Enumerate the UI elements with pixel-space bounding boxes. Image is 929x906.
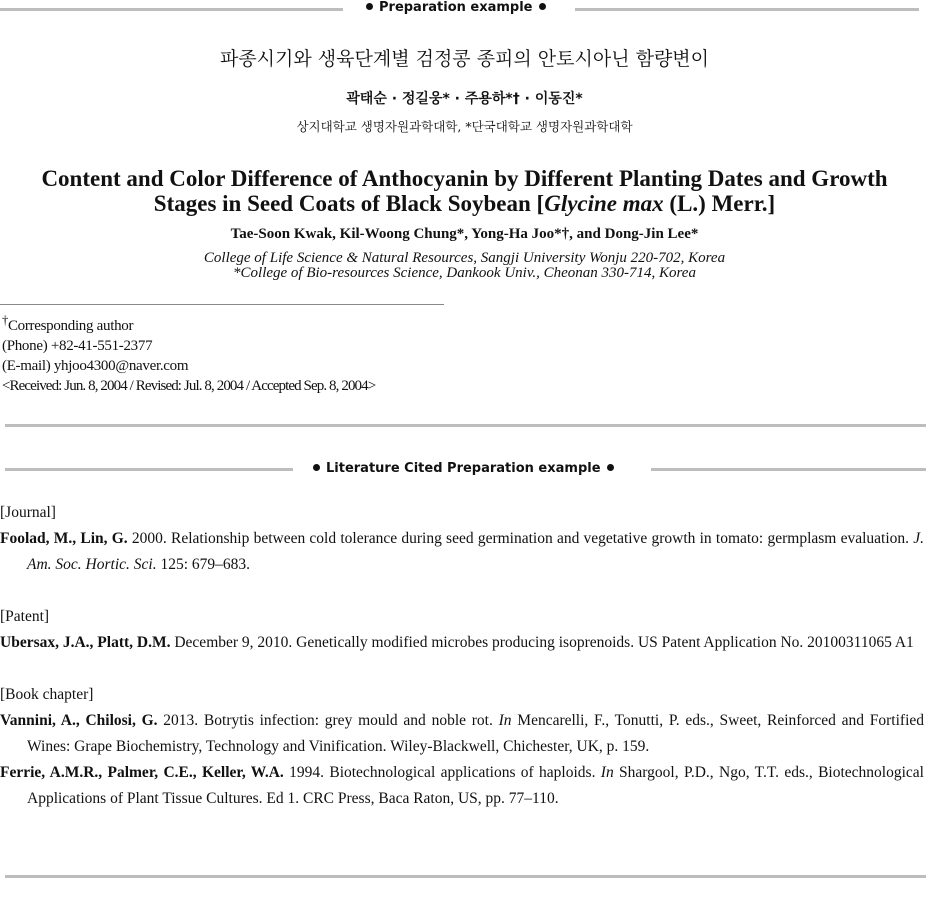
category-journal: [Journal]	[0, 504, 56, 521]
reference-book-1: Vannini, A., Chilosi, G. 2013. Botrytis infection: grey mould and noble rot. In Mencarelli, F., Tonutti, P. eds., Sweet, Reinforced and Fortified Wines: Grape Biochemistry, Technology and Vinification. Wiley-Blackwell, Chichester, UK, p. 159.	[0, 712, 925, 755]
phone: (Phone) +82-41-551-2377	[2, 338, 153, 354]
english-affiliation-2: *College of Bio-resources Science, Dankook Univ., Cheonan 330-714, Korea	[233, 265, 696, 281]
english-title	[0, 166, 929, 216]
category-patent: [Patent]	[0, 608, 50, 625]
species-name: Glycine max	[544, 191, 664, 216]
top-rule-left	[0, 8, 343, 11]
korean-authors: 곽태순 · 정길웅* · 주용하*† · 이동진*	[346, 91, 583, 107]
footnote-rule	[0, 304, 444, 305]
bottom-rule	[5, 875, 926, 878]
reference-book-2: Ferrie, A.M.R., Palmer, C.E., Keller, W.A. 1994. Biotechnological applications of haploids. In Shargool, P.D., Ngo, T.T. eds., Biotechnological Applications of Plant Tissue Cultures. Ed 1. CRC Press, Baca Raton, US, pp. 77–110.	[0, 764, 924, 807]
korean-title: 파종시기와 생육단계별 검정콩 종피의 안토시아닌 함량변이	[219, 48, 710, 70]
email: (E-mail) yhjoo4300@naver.com	[2, 358, 189, 374]
top-rule-right	[575, 8, 919, 11]
bullet-icon	[366, 3, 373, 10]
english-title-line2: Stages in Seed Coats of Black Soybean [Glycine max (L.) Merr.]	[153, 191, 776, 216]
dagger-mark: †	[2, 313, 8, 327]
preparation-banner	[360, 0, 552, 15]
english-affiliation-1: College of Life Science & Natural Resources, Sangji University Wonju 220-702, Korea	[203, 250, 726, 266]
literature-rule-right	[651, 468, 926, 471]
reference-journal: Foolad, M., Lin, G. 2000. Relationship between cold tolerance during seed germination and vegetative growth in tomato: germplasm evaluation. J. Am. Soc. Hortic. Sci. 125: 679–683.	[0, 530, 924, 573]
category-book-chapter: [Book chapter]	[0, 686, 94, 703]
korean-affiliation: 상지대학교 생명자원과학대학, *단국대학교 생명자원과학대학	[296, 119, 633, 134]
reference-patent: Ubersax, J.A., Platt, D.M. December 9, 2010. Genetically modified microbes producing isoprenoids. US Patent Application No. 20100311065 A1	[0, 634, 914, 651]
literature-rule-left	[5, 468, 293, 471]
bullet-icon	[539, 3, 546, 10]
bullet-icon	[313, 464, 320, 471]
correspondence-block	[2, 310, 375, 396]
literature-banner-label: Literature Cited Preparation example	[326, 461, 601, 476]
references	[0, 500, 924, 812]
banner-label: Preparation example	[379, 0, 533, 15]
english-authors: Tae-Soon Kwak, Kil-Woong Chung*, Yong-Ha Joo*†, and Dong-Jin Lee*	[230, 226, 699, 242]
received-dates: <Received: Jun. 8, 2004 / Revised: Jul. 8, 2004 / Accepted Sep. 8, 2004>	[2, 378, 376, 394]
english-title-line1: Content and Color Difference of Anthocyanin by Different Planting Dates and Growth	[41, 166, 888, 191]
bullet-icon	[607, 464, 614, 471]
corresponding-author: †Corresponding author	[2, 313, 134, 334]
literature-banner	[307, 461, 620, 476]
english-affiliation	[0, 251, 929, 281]
section-divider	[5, 424, 926, 427]
